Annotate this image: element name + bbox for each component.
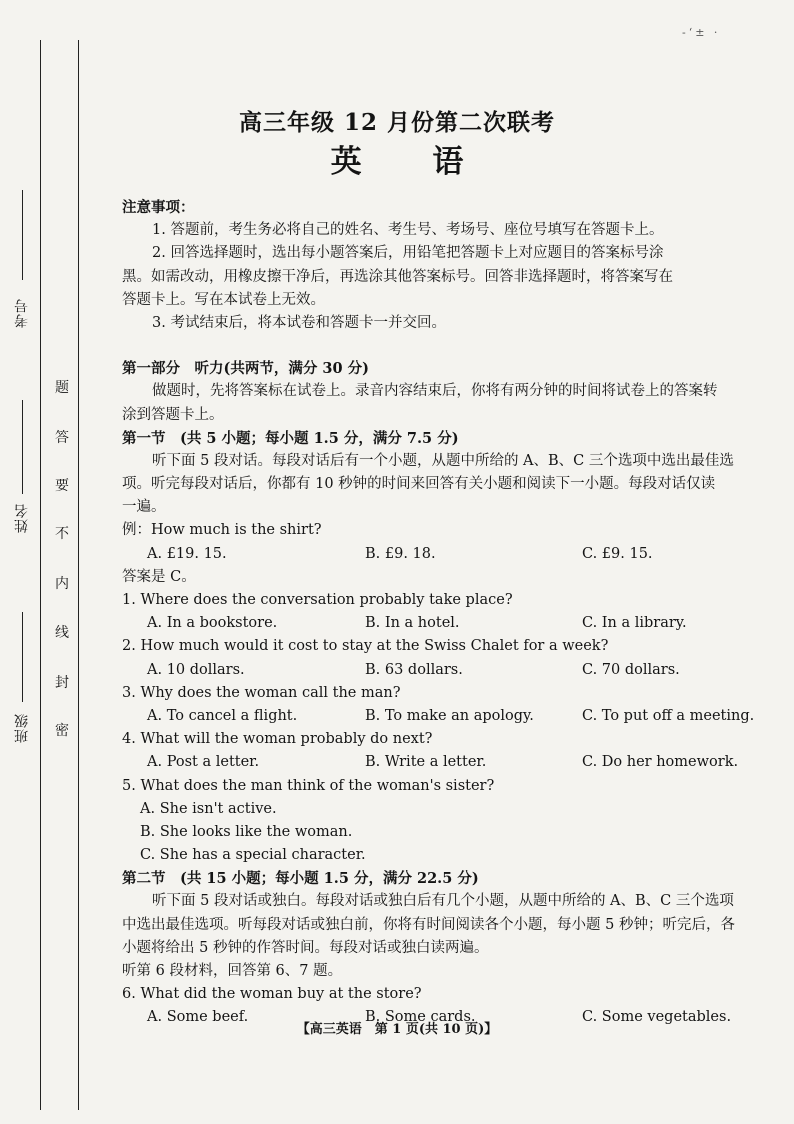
option-b: B. £9. 18. xyxy=(365,545,436,562)
class-field-line xyxy=(22,612,23,702)
option-b: B. 63 dollars. xyxy=(365,661,463,678)
question-2: 2. How much would it cost to stay at the Swiss Chalet for a week? xyxy=(122,638,609,655)
option-b: B. She looks like the woman. xyxy=(140,823,353,840)
notice-line: 黑。如需改动，用橡皮擦干净后，再选涂其他答案标号。回答非选择题时，将答案写在 xyxy=(122,268,673,285)
notice-line: 1. 答题前，考生务必将自己的姓名、考生号、考场号、座位号填写在答题卡上。 xyxy=(152,222,664,239)
option-c: C. Do her homework. xyxy=(582,754,739,771)
option-c: C. Some vegetables. xyxy=(582,1009,732,1026)
question-1-options xyxy=(122,612,752,635)
material-note: 听第 6 段材料，回答第 6、7 题。 xyxy=(122,963,343,979)
option-c: C. She has a special character. xyxy=(140,847,366,864)
option-c: C. To put off a meeting. xyxy=(582,707,755,724)
option-a: A. Some beef. xyxy=(147,1009,249,1026)
corner-mark: -‘± · xyxy=(682,26,721,39)
seal-char: 封 xyxy=(55,675,69,691)
option-b: B. To make an apology. xyxy=(365,707,534,724)
option-a: A. She isn't active. xyxy=(140,800,277,817)
seal-char: 要 xyxy=(55,478,69,494)
question-1: 1. Where does the conversation probably take place? xyxy=(122,592,513,608)
seal-char: 不 xyxy=(55,526,69,542)
question-6: 6. What did the woman buy at the store? xyxy=(122,986,422,1003)
seal-char: 答 xyxy=(55,430,69,446)
section2-instruction: 听下面 5 段对话或独白。每段对话或独白后有几个小题，从题中所给的 A、B、C 三个选项 xyxy=(152,893,734,910)
option-a: A. £19. 15. xyxy=(147,545,227,562)
example-options xyxy=(122,543,752,566)
example-answer: 答案是 C。 xyxy=(122,568,196,585)
option-a: A. To cancel a flight. xyxy=(147,707,298,724)
exam-title: 高三年级 12 月份第二次联考 xyxy=(238,109,556,136)
question-5: 5. What does the man think of the woman's sister? xyxy=(122,777,495,794)
option-a: A. 10 dollars. xyxy=(147,661,245,678)
option-c: C. In a library. xyxy=(582,615,687,632)
question-3-options xyxy=(122,705,755,728)
page-footer: 【高三英语 第 1 页(共 10 页)】 xyxy=(296,1022,498,1037)
subject-title: 英 语 xyxy=(330,144,494,180)
question-4-options xyxy=(122,751,752,774)
option-c: C. £9. 15. xyxy=(582,545,653,562)
seal-char: 内 xyxy=(55,576,69,592)
section2-heading: 第二节 (共 15 小题；每小题 1.5 分，满分 22.5 分) xyxy=(122,870,479,888)
exam-no-label: 考号 xyxy=(14,298,30,328)
notice-line: 3. 考试结束后，将本试卷和答题卡一并交回。 xyxy=(152,314,446,331)
exam-no-field-line xyxy=(22,190,23,280)
binding-line-inner xyxy=(78,40,79,1110)
part1-instruction: 涂到答题卡上。 xyxy=(122,406,224,423)
section2-instruction: 中选出最佳选项。听每段对话或独白前，你将有时间阅读各个小题，每小题 5 秒钟；听完后，各 xyxy=(122,916,735,933)
name-label: 姓名 xyxy=(14,503,30,533)
question-4: 4. What will the woman probably do next? xyxy=(122,731,433,748)
seal-char: 密 xyxy=(55,723,69,739)
name-field-line xyxy=(22,400,23,494)
part1-heading: 第一部分 听力(共两节，满分 30 分) xyxy=(122,360,369,378)
binding-line-outer xyxy=(40,40,41,1110)
part1-instruction: 做题时，先将答案标在试卷上。录音内容结束后，你将有两分钟的时间将试卷上的答案转 xyxy=(152,383,718,400)
option-c: C. 70 dollars. xyxy=(582,661,680,678)
example-question: 例：How much is the shirt? xyxy=(122,522,322,539)
option-b: B. Write a letter. xyxy=(365,754,487,771)
exam-content xyxy=(122,196,755,1030)
seal-char: 题 xyxy=(55,380,69,396)
seal-char: 线 xyxy=(55,625,69,641)
question-3: 3. Why does the woman call the man? xyxy=(122,684,401,701)
section1-heading: 第一节 (共 5 小题；每小题 1.5 分，满分 7.5 分) xyxy=(122,429,459,447)
option-a: A. In a bookstore. xyxy=(147,615,278,632)
notice-line: 2. 回答选择题时，选出每小题答案后，用铅笔把答题卡上对应题目的答案标号涂 xyxy=(152,245,664,262)
section1-instruction: 项。听完每段对话后，你都有 10 秒钟的时间来回答有关小题和阅读下一小题。每段对话仅读 xyxy=(122,476,716,493)
option-b: B. In a hotel. xyxy=(365,615,460,632)
notice-line: 答题卡上。写在本试卷上无效。 xyxy=(122,291,325,308)
section1-instruction: 听下面 5 段对话。每段对话后有一个小题，从题中所给的 A、B、C 三个选项中选出最佳选 xyxy=(152,452,734,469)
class-label: 班级 xyxy=(14,713,30,743)
section1-instruction: 一遍。 xyxy=(122,499,166,516)
option-a: A. Post a letter. xyxy=(147,754,260,771)
section2-instruction: 小题将给出 5 秒钟的作答时间。每段对话或独白读两遍。 xyxy=(122,939,489,956)
notice-heading: 注意事项： xyxy=(122,199,195,216)
option-b: B. Some cards. xyxy=(365,1009,476,1026)
question-2-options xyxy=(122,659,752,682)
